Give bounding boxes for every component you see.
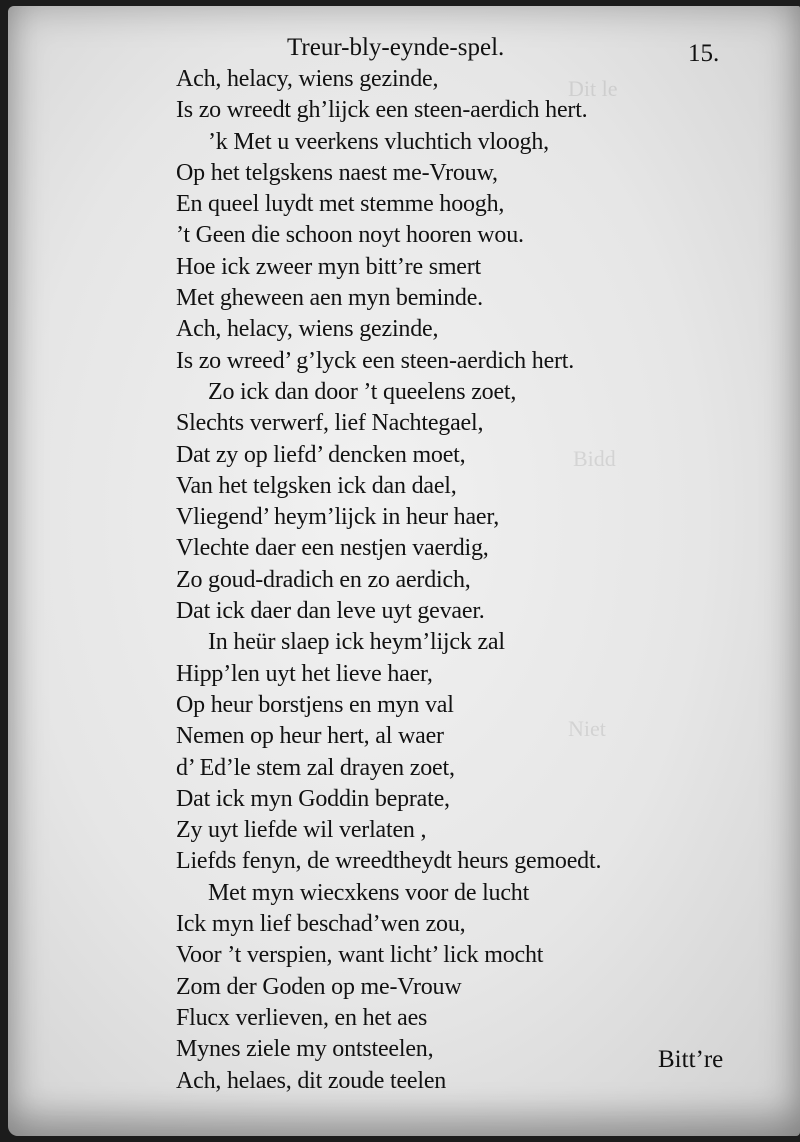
poem-line: Is zo wreed’ g’lyck een steen-aerdich hert. <box>176 347 575 374</box>
page-number: 15. <box>688 40 720 67</box>
bleed-through-text: Niet <box>568 716 606 741</box>
catchword: Bitt’re <box>658 1046 724 1073</box>
poem-line: Op heur borstjens en myn val <box>176 691 454 718</box>
poem-line: Ach, helacy, wiens gezinde, <box>176 316 439 343</box>
poem-line: Ick myn lief beschad’wen zou, <box>176 911 466 938</box>
poem-line: En queel luydt met stemme hoogh, <box>176 191 505 218</box>
bleed-through-text: Dit le <box>568 76 618 101</box>
poem-line: Hipp’len uyt het lieve haer, <box>176 660 433 687</box>
poem-line: Zo ick dan door ’t queelens zoet, <box>208 378 517 405</box>
poem-line: d’ Ed’le stem zal drayen zoet, <box>176 754 455 781</box>
poem-line: Ach, helaes, dit zoude teelen <box>176 1067 447 1094</box>
poem-line: Met myn wiecxkens voor de lucht <box>208 879 530 906</box>
poem-line: Dat ick myn Goddin beprate, <box>176 785 450 812</box>
poem-line: Van het telgsken ick dan dael, <box>176 472 457 499</box>
poem-line: Voor ’t verspien, want licht’ lick mocht <box>176 942 544 969</box>
running-header: Treur-bly-eynde-spel. <box>287 34 505 61</box>
poem-line: Mynes ziele my ontsteelen, <box>176 1036 434 1063</box>
poem-line: Dat ick daer dan leve uyt gevaer. <box>176 598 485 625</box>
book-page <box>8 6 800 1136</box>
poem-text <box>176 64 766 1097</box>
poem-line: Ach, helacy, wiens gezinde, <box>176 66 439 92</box>
bleed-through-text: Bidd <box>573 446 616 471</box>
poem-line: Vlechte daer een nestjen vaerdig, <box>176 535 489 562</box>
poem-line: Is zo wreedt gh’lijck een steen-aerdich hert. <box>176 97 588 124</box>
poem-line: Zo goud-dradich en zo aerdich, <box>176 566 471 593</box>
poem-line: Met gheween aen myn beminde. <box>176 285 483 312</box>
poem-line: Zom der Goden op me-Vrouw <box>176 973 462 1000</box>
poem-line: ’t Geen die schoon noyt hooren wou. <box>176 222 524 249</box>
poem-line: Nemen op heur hert, al waer <box>176 723 444 750</box>
poem-line: ’k Met u veerkens vluchtich vloogh, <box>208 128 549 155</box>
poem-line: Slechts verwerf, lief Nachtegael, <box>176 410 484 437</box>
poem-line: Zy uyt liefde wil verlaten , <box>176 817 427 844</box>
poem-line: Hoe ick zweer myn bitt’re smert <box>176 253 482 280</box>
poem-line: Op het telgskens naest me-Vrouw, <box>176 159 498 186</box>
poem-line: In heür slaep ick heym’lijck zal <box>208 629 505 656</box>
poem-line: Vliegend’ heym’lijck in heur haer, <box>176 504 500 531</box>
poem-line: Flucx verlieven, en het aes <box>176 1004 428 1031</box>
poem-line: Dat zy op liefd’ dencken moet, <box>176 441 466 468</box>
poem-line: Liefds fenyn, de wreedtheydt heurs gemoedt. <box>176 848 602 875</box>
